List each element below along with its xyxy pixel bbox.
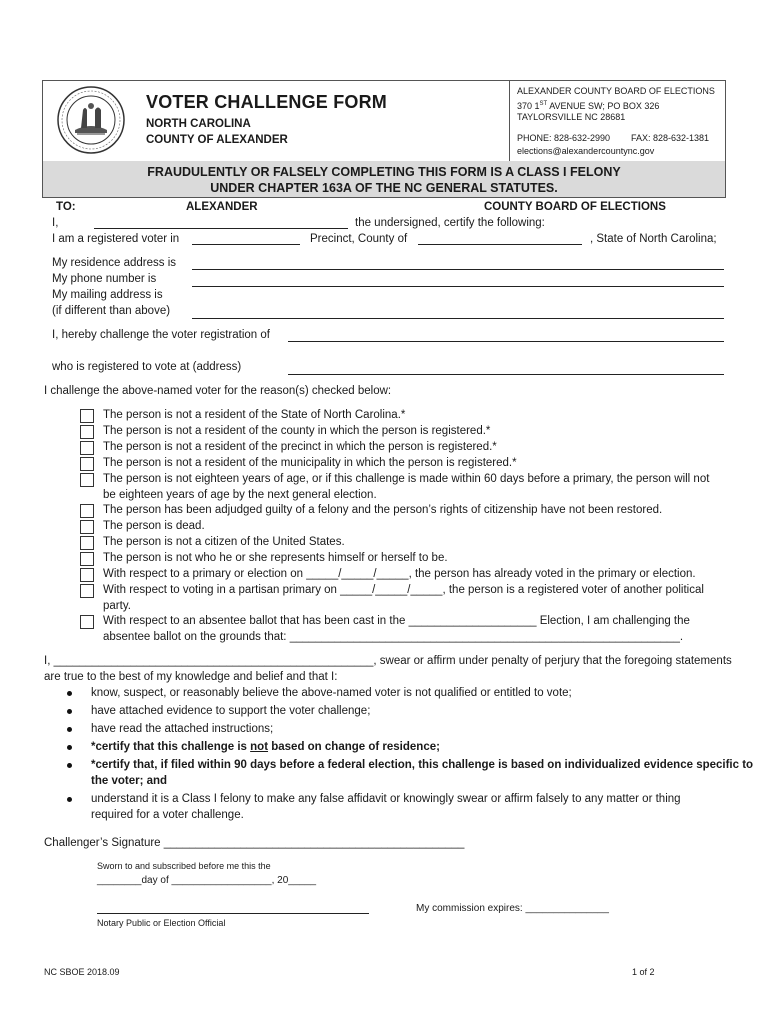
registered-at-label: who is registered to vote at (address) bbox=[52, 361, 242, 373]
board-email: elections@alexandercountync.gov bbox=[517, 146, 655, 156]
affirmation-item: have attached evidence to support the voter challenge; bbox=[91, 705, 371, 717]
reason-text: The person is not a resident of the State of North Carolina.* bbox=[103, 409, 406, 421]
reason-text: The person is dead. bbox=[103, 520, 205, 532]
felony-warning-box bbox=[42, 161, 726, 198]
mailing-address-label: My mailing address is bbox=[52, 289, 163, 301]
affirmation-item-continued: required for a voter challenge. bbox=[91, 809, 244, 821]
warning-line-1: FRAUDULENTLY OR FALSELY COMPLETING THIS FORM IS A CLASS I FELONY bbox=[147, 165, 621, 179]
page-number: 1 of 2 bbox=[632, 967, 655, 977]
precinct-county-text: Precinct, County of bbox=[310, 233, 408, 245]
undersigned-text: the undersigned, certify the following: bbox=[355, 217, 545, 229]
sworn-date-field[interactable]: ________day of __________________, 20_____ bbox=[97, 875, 317, 886]
residence-address-field[interactable] bbox=[192, 269, 724, 270]
reason-checkbox-dead[interactable] bbox=[80, 520, 94, 534]
affirmation-item-federal: *certify that, if filed within 90 days before a federal election, this challenge is based on individualized evidence specific to bbox=[91, 759, 754, 771]
board-name: ALEXANDER COUNTY BOARD OF ELECTIONS bbox=[517, 86, 715, 96]
affirmation-item: have read the attached instructions; bbox=[91, 723, 274, 735]
reason-checkbox-not-state-resident[interactable] bbox=[80, 409, 94, 423]
precinct-field[interactable] bbox=[192, 244, 300, 245]
state-text: , State of North Carolina; bbox=[590, 233, 717, 245]
hereby-challenge-label: I, hereby challenge the voter registration of bbox=[52, 329, 270, 341]
nc-state-seal-icon bbox=[57, 86, 125, 154]
reason-checkbox-not-precinct-resident[interactable] bbox=[80, 441, 94, 455]
phone-label: My phone number is bbox=[52, 273, 157, 285]
reason-checkbox-absentee-ballot[interactable] bbox=[80, 615, 94, 629]
notary-signature-field[interactable] bbox=[97, 913, 369, 914]
warning-line-2: UNDER CHAPTER 163A OF THE NC GENERAL STATUTES. bbox=[210, 181, 558, 195]
reason-text: The person is not a resident of the precinct in which the person is registered.* bbox=[103, 441, 497, 453]
to-board: COUNTY BOARD OF ELECTIONS bbox=[484, 201, 666, 213]
notary-label: Notary Public or Election Official bbox=[97, 918, 226, 928]
bullet-icon bbox=[67, 727, 72, 732]
affirmation-item: understand it is a Class I felony to make any false affidavit or knowingly swear or affirm falsely to any matter or thing bbox=[91, 793, 681, 805]
form-title: VOTER CHALLENGE FORM bbox=[146, 92, 387, 112]
reason-text: With respect to voting in a partisan primary on _____/_____/_____, the person is a registered voter of another political bbox=[103, 584, 704, 596]
affirmation-item: know, suspect, or reasonably believe the above-named voter is not qualified or entitled to vote; bbox=[91, 687, 572, 699]
to-label: TO: bbox=[56, 201, 76, 213]
sworn-text: Sworn to and subscribed before me this the bbox=[97, 861, 271, 871]
reason-text-continued: absentee ballot on the grounds that: _____________________________________________________________. bbox=[103, 631, 684, 643]
bullet-icon bbox=[67, 745, 72, 750]
bullet-icon bbox=[67, 763, 72, 768]
reason-checkbox-felony[interactable] bbox=[80, 504, 94, 518]
bullet-icon bbox=[67, 797, 72, 802]
reason-text-continued: be eighteen years of age by the next general election. bbox=[103, 489, 377, 501]
state-name: NORTH CAROLINA bbox=[146, 118, 251, 130]
reason-checkbox-not-citizen[interactable] bbox=[80, 536, 94, 550]
bullet-icon bbox=[67, 709, 72, 714]
reasons-intro: I challenge the above-named voter for the reason(s) checked below: bbox=[44, 385, 392, 397]
swear-statement: I, __________________________________________________, swear or affirm under penalty of perjury that the foregoing statements bbox=[44, 655, 732, 667]
county-field[interactable] bbox=[418, 244, 582, 245]
board-address-line2: TAYLORSVILLE NC 28681 bbox=[517, 112, 626, 122]
board-phone: PHONE: 828-632-2990 bbox=[517, 133, 611, 143]
reason-text-continued: party. bbox=[103, 600, 131, 612]
commission-expires-field[interactable]: My commission expires: _______________ bbox=[416, 903, 609, 914]
registered-voter-text: I am a registered voter in bbox=[52, 233, 180, 245]
reason-checkbox-not-county-resident[interactable] bbox=[80, 425, 94, 439]
reason-text: With respect to an absentee ballot that has been cast in the ____________________ Election, I am challenging the bbox=[103, 615, 690, 627]
challenger-name-field[interactable] bbox=[94, 228, 348, 229]
affirmation-item-residence: *certify that this challenge is not based on change of residence; bbox=[91, 741, 440, 753]
form-id: NC SBOE 2018.09 bbox=[44, 967, 120, 977]
affirmation-item-continued: the voter; and bbox=[91, 775, 168, 787]
reason-text: The person has been adjudged guilty of a felony and the person’s rights of citizenship have not been restored. bbox=[103, 504, 663, 516]
mailing-address-field[interactable] bbox=[192, 318, 724, 319]
board-fax: FAX: 828-632-1381 bbox=[631, 133, 710, 143]
reason-text: The person is not eighteen years of age, or if this challenge is made within 60 days before a primary, the person will not bbox=[103, 473, 710, 485]
reason-checkbox-other-party[interactable] bbox=[80, 584, 94, 598]
reason-checkbox-already-voted[interactable] bbox=[80, 568, 94, 582]
challenged-address-field[interactable] bbox=[288, 374, 724, 375]
bullet-icon bbox=[67, 691, 72, 696]
phone-field[interactable] bbox=[192, 286, 724, 287]
reason-checkbox-not-municipality-resident[interactable] bbox=[80, 457, 94, 471]
reason-checkbox-impersonation[interactable] bbox=[80, 552, 94, 566]
i-label: I, bbox=[52, 217, 59, 229]
reason-text: The person is not who he or she represents himself or herself to be. bbox=[103, 552, 448, 564]
reason-text: The person is not a resident of the county in which the person is registered.* bbox=[103, 425, 491, 437]
county-name: COUNTY OF ALEXANDER bbox=[146, 134, 288, 146]
residence-address-label: My residence address is bbox=[52, 257, 176, 269]
board-address-line1: 370 1ST AVENUE SW; PO BOX 326 bbox=[517, 101, 660, 111]
swear-statement-continued: are true to the best of my knowledge and belief and that I: bbox=[44, 671, 338, 683]
header-divider bbox=[509, 80, 510, 161]
if-different-label: (if different than above) bbox=[52, 305, 171, 317]
challenger-signature-field[interactable]: Challenger’s Signature _______________________________________________ bbox=[44, 837, 465, 849]
reason-text: With respect to a primary or election on _____/_____/_____, the person has already voted in the primary or election. bbox=[103, 568, 696, 580]
reason-text: The person is not a citizen of the United States. bbox=[103, 536, 345, 548]
to-county: ALEXANDER bbox=[186, 201, 258, 213]
challenged-voter-field[interactable] bbox=[288, 341, 724, 342]
reason-text: The person is not a resident of the municipality in which the person is registered.* bbox=[103, 457, 517, 469]
reason-checkbox-underage[interactable] bbox=[80, 473, 94, 487]
